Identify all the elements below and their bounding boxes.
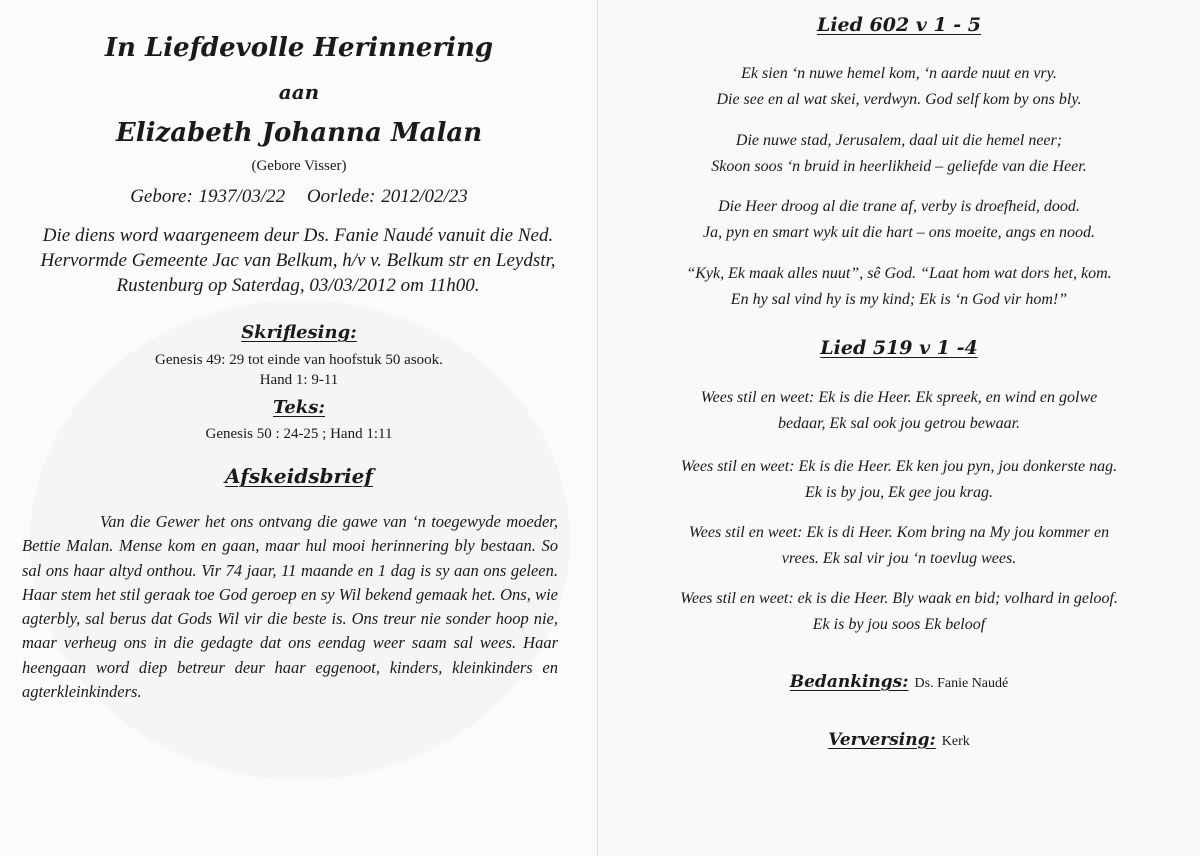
stanza-line: Wees stil en weet: Ek is die Heer. Ek ken jou pyn, jou donkerste nag. [680, 458, 1118, 475]
stanza-line: Skoon soos ‘n bruid in heerlikheid – geliefde van die Heer. [711, 158, 1087, 175]
stanza-line: Ek sien ‘n nuwe hemel kom, ‘n aarde nuut en vry. [741, 65, 1057, 82]
lied-519-stanza-1 [658, 385, 1140, 437]
stanza-line: Die nuwe stad, Jerusalem, daal uit die hemel neer; [735, 132, 1063, 149]
lied-519-stanza-3 [658, 520, 1140, 572]
stanza-line: Ek is by jou, Ek gee jou krag. [805, 484, 993, 501]
died-date: Oorlede: 2012/02/23 [306, 186, 468, 207]
lied-519-stanza-4 [658, 586, 1140, 638]
afskeidsbrief-body: Van die Gewer het ons ontvang die gawe van ‘n toegewyde moeder, Bettie Malan. Mense kom en gaan, maar hul mooi herinnering bly bestaan. So sal ons haar altyd onthou. Vir 74 jaar, 11 maande en 1 dag is sy aan ons geleen. Haar stem het stil geraak toe God geroep en sy Wil bekend gemaak het. Ons, wie agterbly, sal berus dat Gods Wil vir die beste is. Ons treur nie sonder hoop nie, maar verheug ons in die gedagte dat ons eendag weer saam sal wees. Haar heengaan word diep betreur deur haar eggenoot, kinders, kleinkinders en agterkleinkinders. [22, 512, 558, 702]
born-date: Gebore: 1937/03/22 [130, 186, 286, 207]
verversing-label: Verversing: [828, 730, 936, 750]
bedankings-row [598, 672, 1200, 692]
verversing-value: Kerk [941, 734, 970, 749]
aan-label: aan [278, 80, 320, 104]
lied-519-heading: Lied 519 v 1 -4 [820, 337, 978, 359]
stanza-line: Die see en al wat skei, verdwyn. God self kom by ons bly. [716, 91, 1082, 108]
stanza-line: Die Heer droog al die trane af, verby is droefheid, dood. [718, 198, 1080, 215]
stanza-line: “Kyk, Ek maak alles nuut”, sê God. “Laat hom wat dors het, kom. [686, 265, 1112, 282]
lied-602-stanza-1 [598, 61, 1200, 113]
deceased-name: Elizabeth Johanna Malan [115, 118, 483, 148]
right-page [598, 0, 1200, 856]
stanza-line: Ek is by jou soos Ek beloof [812, 616, 986, 633]
stanza-line: Wees stil en weet: Ek is di Heer. Kom bring na My jou kommer en [688, 524, 1110, 541]
service-details: Die diens word waargeneem deur Ds. Fanie Naudé vanuit die Ned. Hervormde Gemeente Jac van Belkum, h/v v. Belkum str en Leydstr, Rustenburg op Saterdag, 03/03/2012 om 11h00. [40, 225, 556, 296]
stanza-line: Wees stil en weet: ek is die Heer. Bly waak en bid; volhard in geloof. [680, 590, 1118, 607]
life-dates [0, 186, 598, 208]
memorial-title: In Liefdevolle Herinnering [104, 33, 494, 63]
lied-602-stanza-3 [598, 194, 1200, 246]
stanza-line: vrees. Ek sal vir jou ‘n toevlug wees. [781, 550, 1017, 567]
bedankings-value: Ds. Fanie Naudé [914, 676, 1009, 691]
bedankings-label: Bedankings: [789, 672, 909, 692]
lied-602-stanza-4 [598, 261, 1200, 313]
stanza-line: En hy sal vind hy is my kind; Ek is ‘n God vir hom!” [730, 291, 1068, 308]
teks-line-1: Genesis 50 : 24-25 ; Hand 1:11 [205, 426, 393, 442]
skriflesing-heading: Skriflesing: [241, 322, 357, 343]
skriflesing-line-1: Genesis 49: 29 tot einde van hoofstuk 50 asook. [155, 352, 443, 368]
lied-602-heading: Lied 602 v 1 - 5 [816, 14, 982, 36]
left-page [0, 0, 598, 856]
skriflesing-line-2: Hand 1: 9-11 [259, 372, 339, 388]
stanza-line: Ja, pyn en smart wyk uit die hart – ons moeite, angs en nood. [703, 224, 1095, 241]
maiden-name: (Gebore Visser) [251, 158, 347, 174]
afskeidsbrief-heading: Afskeidsbrief [225, 464, 373, 488]
stanza-line: Wees stil en weet: Ek is die Heer. Ek spreek, en wind en golwe [700, 389, 1098, 406]
lied-602-stanza-2 [598, 128, 1200, 180]
teks-heading: Teks: [272, 397, 326, 418]
stanza-line: bedaar, Ek sal ook jou getrou bewaar. [777, 415, 1021, 432]
lied-519-stanza-2 [658, 454, 1140, 506]
verversing-row [598, 730, 1200, 750]
